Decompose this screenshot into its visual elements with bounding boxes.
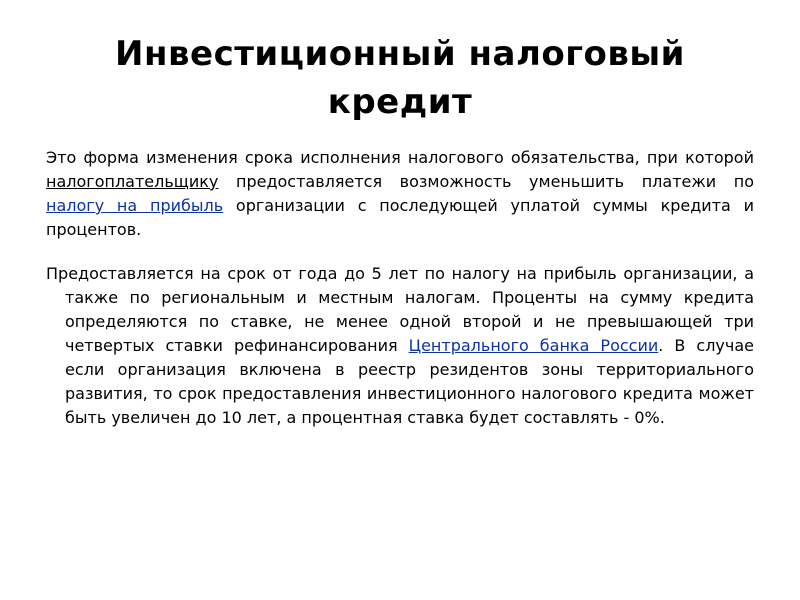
paragraph-definition-text-3: организации с последующей уплатой суммы кредита и процентов. — [46, 196, 755, 239]
paragraph-definition-text-2: предоставляется возможность уменьшить платежи по — [218, 172, 754, 191]
paragraph-terms-text-1: Предоставляется на срок от года до 5 лет по налогу на прибыль организации, а также по региональным и местным налогам. Проценты на сумму кредита определяются по ставке, не менее одной второй и не превышающей три четвертых ставки рефинансирования — [46, 264, 754, 355]
paragraph-terms-text-2: . В случае если организация включена в реестр резидентов зоны территориального развития, то срок предоставления инвестиционного налогового кредита может быть увеличен до 10 лет, а процентная ставка будет составлять - 0%. — [65, 336, 754, 427]
taxpayer-link[interactable]: налогоплательщику — [46, 172, 219, 191]
slide-body — [46, 146, 754, 430]
paragraph-terms — [46, 262, 754, 430]
slide-title: Инвестиционный налоговый кредит — [115, 34, 685, 122]
central-bank-link[interactable]: Центрального банка России — [408, 336, 659, 355]
paragraph-definition-text-1: Это форма изменения срока исполнения налогового обязательства, при которой — [46, 148, 754, 167]
profit-tax-link[interactable]: налогу на прибыль — [46, 196, 224, 215]
paragraph-definition — [46, 146, 754, 242]
